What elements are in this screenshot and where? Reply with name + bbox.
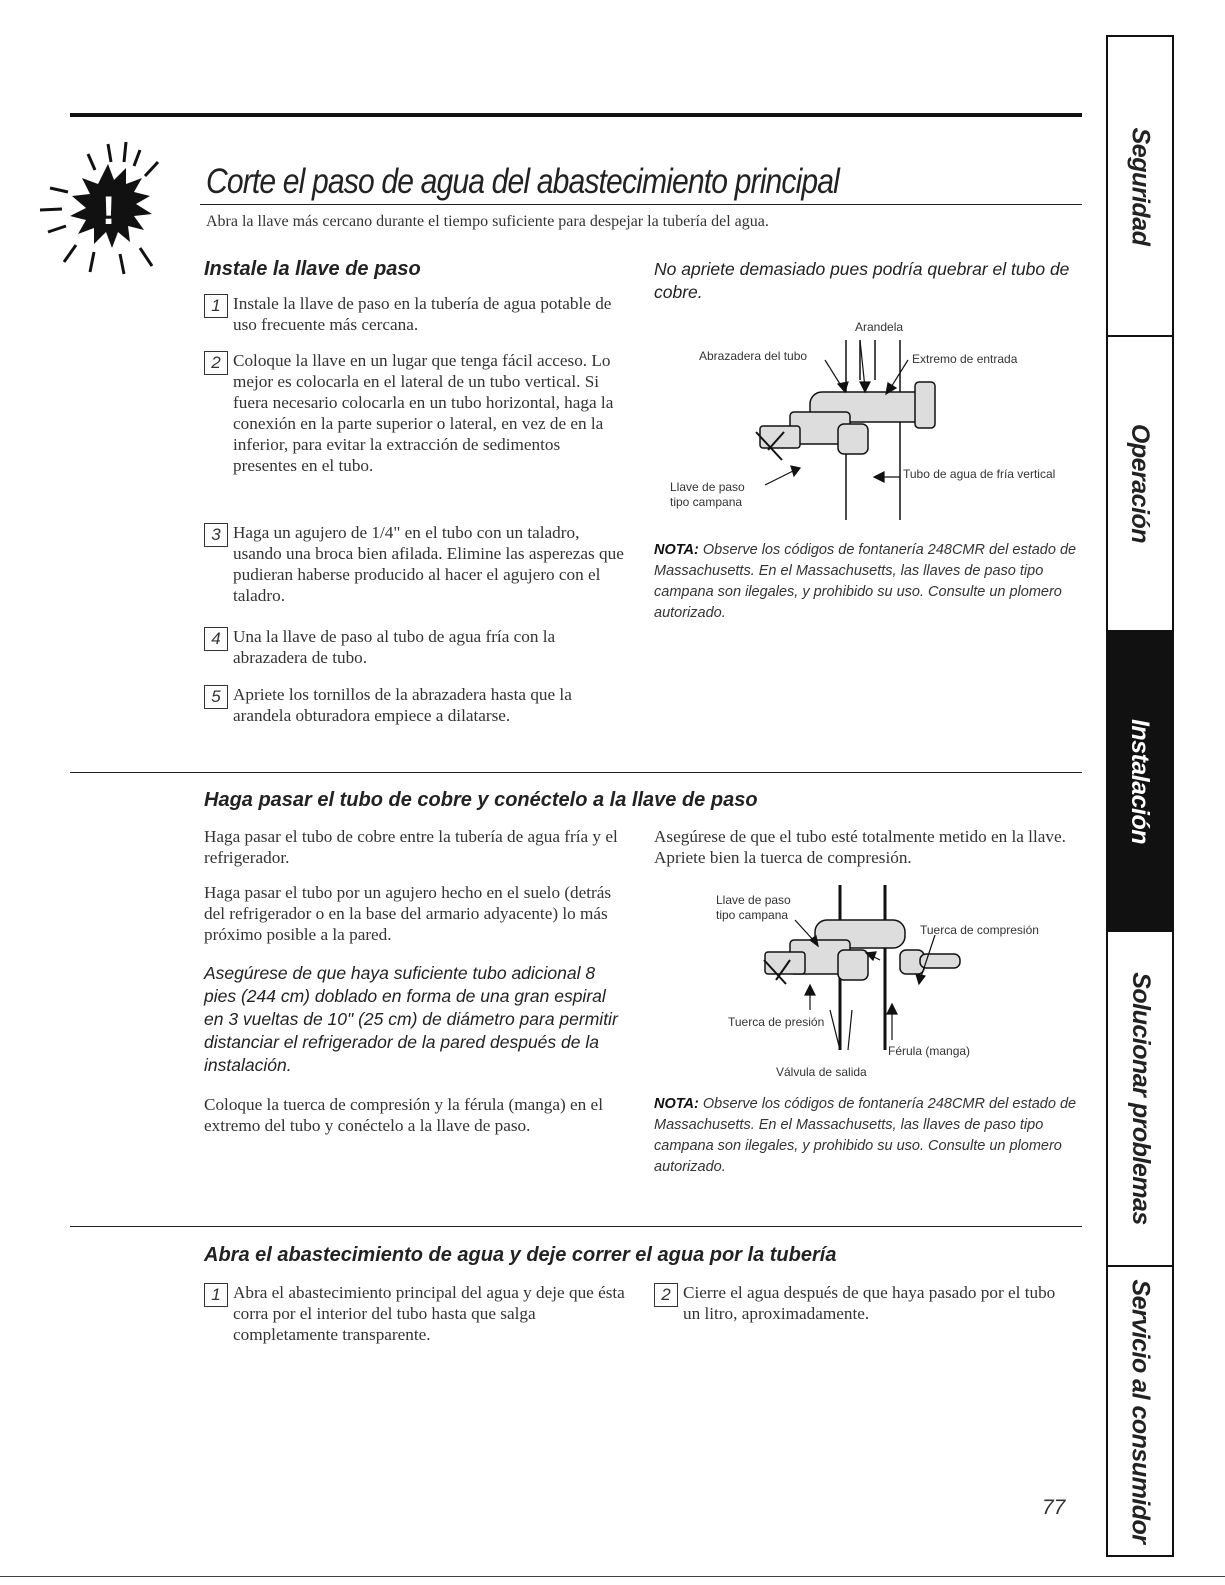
bottom-rule <box>0 1576 1225 1577</box>
install-step-4 <box>204 626 624 668</box>
tab-seguridad[interactable]: Seguridad <box>1108 37 1172 337</box>
label-tubo-vertical: Tubo de agua de fría vertical <box>903 467 1056 481</box>
label-tuerca-presion: Tuerca de presión <box>728 1015 825 1029</box>
route-para-1: Haga pasar el tubo de cobre entre la tubería de agua fría y el refrigerador. <box>204 827 618 867</box>
label-ferula: Férula (manga) <box>888 1044 971 1058</box>
step-text: Instale la llave de paso en la tubería de agua potable de uso frecuente más cercana. <box>233 294 612 334</box>
section-tabs-sidebar <box>1106 35 1174 1557</box>
step-text: Apriete los tornillos de la abrazadera hasta que la arandela obturadora empiece a dilatarse. <box>233 685 572 725</box>
route-para-2: Haga pasar el tubo por un agujero hecho en el suelo (detrás del refrigerador o en la base del armario adyacente) lo más próximo posible a la pared. <box>204 883 612 944</box>
tab-instalacion[interactable]: Instalación <box>1108 632 1172 932</box>
route-italic-note: Asegúrese de que haya suficiente tubo adicional 8 pies (244 cm) doblado en forma de una gran espiral en 3 vueltas de 10" (25 cm) de diámetro para permitir distanciar el refrigerador de la pared después de la instalación. <box>204 963 618 1075</box>
title-rule <box>200 204 1082 205</box>
label-extremo-entrada: Extremo de entrada <box>912 352 1018 366</box>
caution-text: No apriete demasiado pues podría quebrar el tubo de cobre. <box>654 259 1070 302</box>
warning-burst-icon <box>28 132 188 282</box>
note-label: NOTA: <box>654 1096 699 1112</box>
step-number: 1 <box>204 1283 228 1307</box>
step-number: 4 <box>204 627 228 651</box>
step-text: Coloque la llave en un lugar que tenga fácil acceso. Lo mejor es colocarla en el lateral de un tubo vertical. Si fuera necesario colocarla en un tubo horizontal, haga la conexión en la parte superior o lateral, en vez de en la inferior, para evitar la extracción de sedimentos presentes en el tubo. <box>233 351 614 475</box>
install-step-5 <box>204 684 624 726</box>
step-text: Abra el abastecimiento principal del agua y deje que ésta corra por el interior del tubo hasta que salga completamente transparente. <box>233 1283 625 1344</box>
intro-text: Abra la llave más cercano durante el tiempo suficiente para despejar la tubería del agua. <box>206 213 769 230</box>
step-number: 5 <box>204 685 228 709</box>
section-heading-route-tube: Haga pasar el tubo de cobre y conéctelo a la llave de paso <box>204 789 758 811</box>
label-valvula-salida: Válvula de salida <box>776 1065 867 1079</box>
section-rule <box>70 772 1082 773</box>
install-step-1 <box>204 293 614 335</box>
step-text: Cierre el agua después de que haya pasado por el tubo un litro, aproximadamente. <box>683 1283 1056 1323</box>
section-heading-install-valve: Instale la llave de paso <box>204 258 421 280</box>
tab-solucionar-problemas[interactable]: Solucionar problemas <box>1108 932 1172 1267</box>
tab-operacion[interactable]: Operación <box>1108 337 1172 632</box>
svg-text:!: ! <box>102 189 116 233</box>
flush-step-1 <box>204 1282 630 1345</box>
label-tuerca-compresion: Tuerca de compresión <box>920 923 1039 937</box>
label-tipo-campana-1: tipo campana <box>670 495 743 509</box>
step-number: 1 <box>204 294 228 318</box>
label-abrazadera: Abrazadera del tubo <box>699 349 808 363</box>
tab-servicio-consumidor[interactable]: Servicio al consumidor <box>1126 1278 1155 1544</box>
page-title: Corte el paso de agua del abastecimiento principal <box>206 162 840 201</box>
label-llave-paso-1: Llave de paso <box>670 480 745 494</box>
label-llave-paso-2: Llave de paso <box>716 893 791 907</box>
install-step-2 <box>204 350 624 476</box>
step-number: 2 <box>204 351 228 375</box>
note-text: Observe los códigos de fontanería 248CMR del estado de Massachusetts. En el Massachusetts, las llaves de paso tipo campana son ilegales, y prohibido su uso. Consulte un plomero autorizado. <box>654 542 1077 621</box>
step-number: 2 <box>654 1283 678 1307</box>
install-step-3 <box>204 522 628 606</box>
label-arandela: Arandela <box>855 320 904 334</box>
section-heading-flush-water: Abra el abastecimiento de agua y deje correr el agua por la tubería <box>204 1244 837 1266</box>
label-tipo-campana-2: tipo campana <box>716 908 789 922</box>
step-text: Una la llave de paso al tubo de agua fría con la abrazadera de tubo. <box>233 627 556 667</box>
flush-step-2 <box>654 1282 1074 1324</box>
top-rule <box>70 113 1082 117</box>
note-label: NOTA: <box>654 542 699 558</box>
route-right-para: Asegúrese de que el tubo esté totalmente metido en la llave. Apriete bien la tuerca de compresión. <box>654 827 1066 867</box>
step-text: Haga un agujero de 1/4" en el tubo con un taladro, usando una broca bien afilada. Elimine las asperezas que pudieran haberse producido al hacer el agujero con el taladro. <box>233 523 624 605</box>
route-para-3: Coloque la tuerca de compresión y la férula (manga) en el extremo del tubo y conéctelo a la llave de paso. <box>204 1095 603 1135</box>
step-number: 3 <box>204 523 228 547</box>
page-number: 77 <box>1042 1496 1066 1519</box>
note-text: Observe los códigos de fontanería 248CMR del estado de Massachusetts. En el Massachusetts, las llaves de paso tipo campana son ilegales, y prohibido su uso. Consulte un plomero autorizado. <box>654 1096 1077 1175</box>
section-rule <box>70 1226 1082 1227</box>
note-plumbing-1 <box>654 540 1080 624</box>
note-plumbing-2 <box>654 1094 1080 1178</box>
